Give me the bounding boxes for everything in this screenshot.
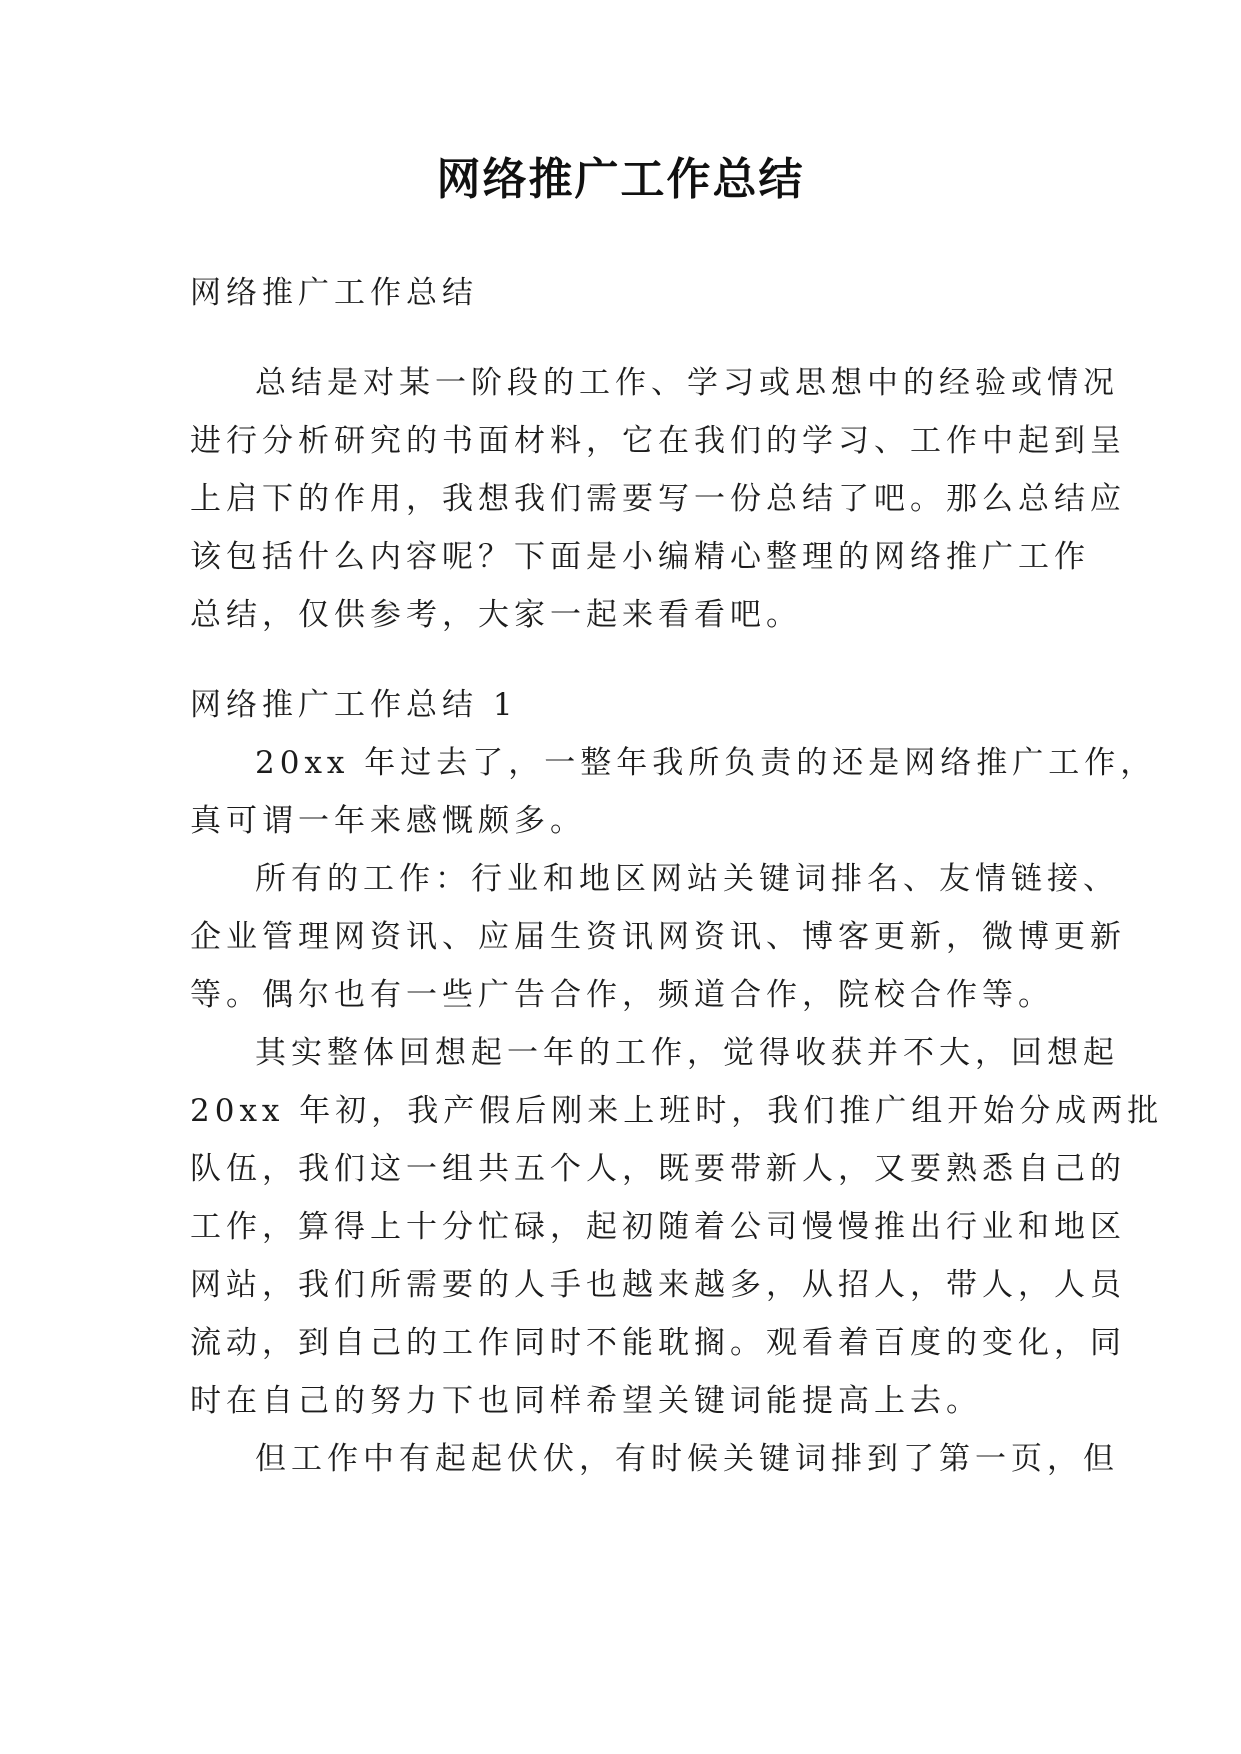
paragraph-line: 20xx 年初，我产假后刚来上班时，我们推广组开始分成两批	[190, 1093, 1164, 1129]
document-title: 网络推广工作总结	[436, 154, 805, 205]
paragraph-line: 20xx 年过去了，一整年我所负责的还是网络推广工作，	[255, 745, 1157, 781]
paragraph-line: 工作，算得上十分忙碌，起初随着公司慢慢推出行业和地区	[190, 1209, 1126, 1245]
paragraph-line: 但工作中有起起伏伏，有时候关键词排到了第一页，但	[255, 1441, 1119, 1477]
paragraph-line: 其实整体回想起一年的工作，觉得收获并不大，回想起	[255, 1035, 1119, 1071]
paragraph-line: 等。偶尔也有一些广告合作，频道合作，院校合作等。	[190, 977, 1054, 1013]
paragraph-line: 总结是对某一阶段的工作、学习或思想中的经验或情况	[255, 365, 1119, 401]
paragraph-line: 进行分析研究的书面材料，它在我们的学习、工作中起到呈	[190, 423, 1126, 459]
paragraph-line: 所有的工作：行业和地区网站关键词排名、友情链接、	[255, 861, 1119, 897]
paragraph-line: 总结，仅供参考，大家一起来看看吧。	[190, 597, 802, 633]
paragraph-line: 企业管理网资讯、应届生资讯网资讯、博客更新，微博更新	[190, 919, 1126, 955]
section-heading: 网络推广工作总结 1	[190, 687, 518, 723]
subtitle-line: 网络推广工作总结	[190, 275, 478, 311]
paragraph-line: 队伍，我们这一组共五个人，既要带新人，又要熟悉自己的	[190, 1151, 1126, 1187]
paragraph-line: 时在自己的努力下也同样希望关键词能提高上去。	[190, 1383, 982, 1419]
paragraph-line: 网站，我们所需要的人手也越来越多，从招人，带人，人员	[190, 1267, 1126, 1303]
paragraph-line: 该包括什么内容呢？下面是小编精心整理的网络推广工作	[190, 539, 1090, 575]
paragraph-line: 真可谓一年来感慨颇多。	[190, 803, 586, 839]
paragraph-line: 流动，到自己的工作同时不能耽搁。观看着百度的变化，同	[190, 1325, 1126, 1361]
paragraph-line: 上启下的作用，我想我们需要写一份总结了吧。那么总结应	[190, 481, 1126, 517]
